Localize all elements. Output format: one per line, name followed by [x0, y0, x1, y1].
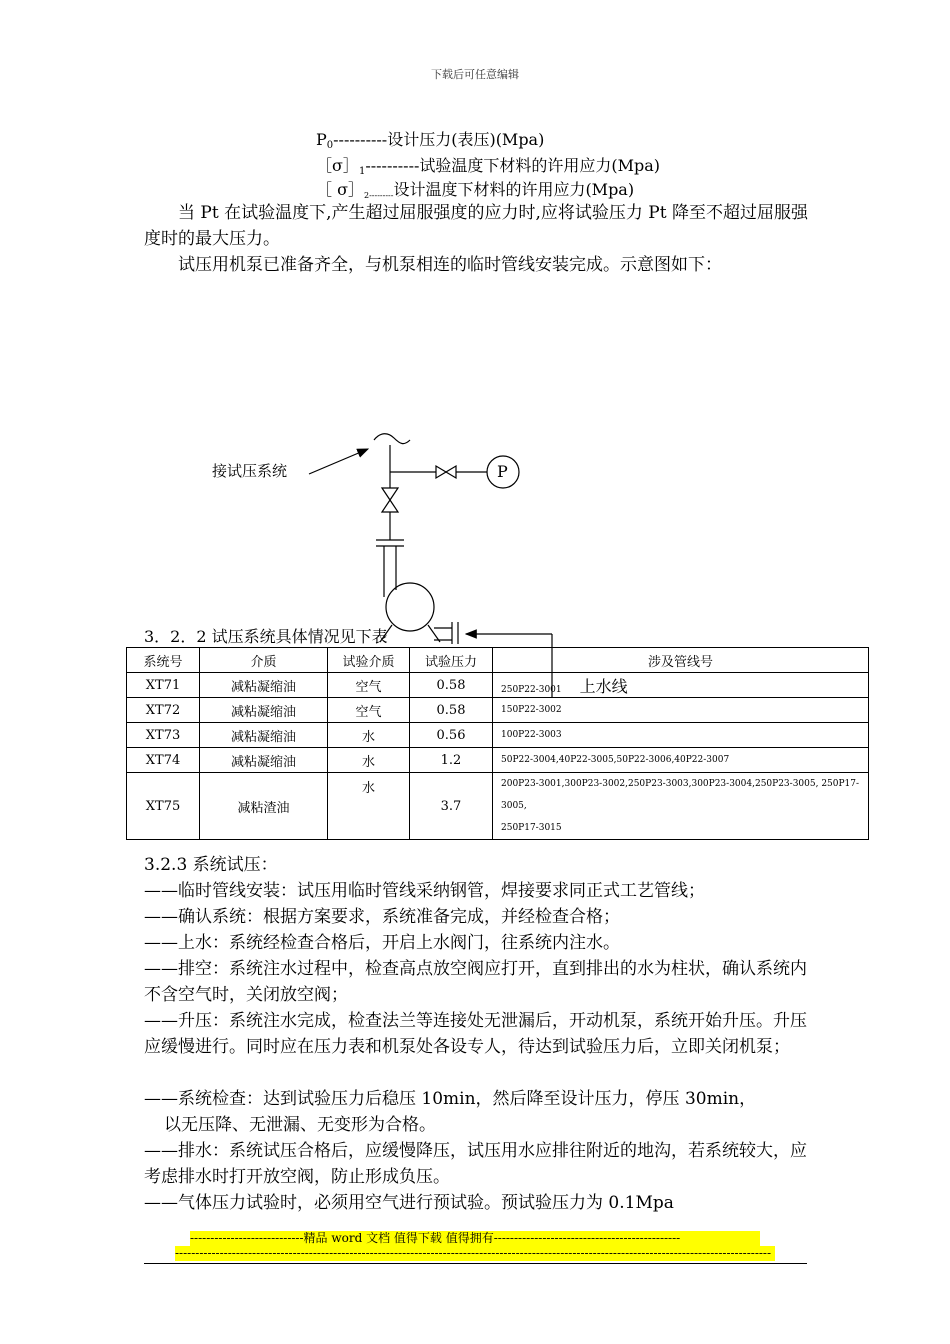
cell-test-medium: 水	[328, 748, 410, 773]
definition-text: 设计压力(表压)(Mpa)	[387, 130, 545, 149]
cell-pressure: 0.58	[410, 673, 493, 698]
footer-banner-dashes: ---------------------------------------------------------------------------------------------------------------------------------------------------	[175, 1246, 775, 1261]
table-row	[127, 698, 869, 723]
connect-arrow	[309, 449, 368, 474]
table-header-row	[127, 648, 869, 673]
cell-lines: 100P22-3003	[493, 723, 869, 748]
cell-system: XT71	[127, 673, 200, 698]
cell-pressure: 0.56	[410, 723, 493, 748]
definition-symbol: P	[316, 130, 327, 149]
label-water-supply: 上水线	[579, 676, 628, 696]
step-drain: ——排水：系统试压合格后，应缓慢降压，试压用水应排往附近的地沟，若系统较大，应考虑排水时打开放空阀，防止形成负压。	[144, 1141, 807, 1187]
cell-lines: 50P22-3004,40P22-3005,50P22-3006,40P22-3007	[493, 748, 869, 773]
label-connect-system: 接试压系统	[212, 462, 288, 480]
cell-medium: 减粘凝缩油	[200, 673, 328, 698]
test-system-table	[126, 647, 869, 840]
cell-pressure: 1.2	[410, 748, 493, 773]
paragraph-pump-ready: 试压用机泵已准备齐全，与机泵相连的临时管线安装完成。示意图如下：	[178, 255, 722, 275]
cell-test-medium: 水	[328, 773, 410, 840]
definition-subscript: 2---------	[364, 191, 394, 200]
cell-lines: 150P22-3002	[493, 698, 869, 723]
col-header-medium: 介质	[200, 648, 328, 673]
step-temporary-piping: ——临时管线安装：试压用临时管线采纳钢管，焊接要求同正式工艺管线；	[144, 881, 705, 901]
pipe-break-symbol	[374, 434, 410, 444]
definition-symbol: ［σ］	[316, 156, 359, 175]
paragraph-pressure-limit: 当 Pt 在试验温度下,产生超过屈服强度的应力时,应将试验压力 Pt 降至不超过屈服强度时的最大压力。	[144, 203, 808, 249]
table-row	[127, 773, 869, 840]
step-pressurize: ——升压：系统注水完成，检查法兰等连接处无泄漏后，开动机泵，系统开始升压。升压应缓慢进行。同时应在压力表和机泵处各设专人，待达到试验压力后，立即关闭机泵；	[144, 1011, 807, 1057]
definition-subscript: 0	[326, 140, 334, 151]
col-header-test-pressure: 试验压力	[410, 648, 493, 673]
step-vent: ——排空：系统注水过程中，检查高点放空阀应打开，直到排出的水为柱状，确认系统内不含空气时，关闭放空阀；	[144, 959, 807, 1005]
cell-medium: 减粘凝缩油	[200, 723, 328, 748]
table-row	[127, 723, 869, 748]
cell-lines-text: 250P22-3001	[501, 684, 562, 695]
riser-valve-icon	[382, 488, 398, 512]
cell-test-medium: 空气	[328, 673, 410, 698]
cell-medium: 减粘凝缩油	[200, 698, 328, 723]
cell-pressure: 0.58	[410, 698, 493, 723]
cell-pressure: 3.7	[410, 773, 493, 840]
cell-system: XT74	[127, 748, 200, 773]
definition-symbol: ［ σ］	[316, 180, 365, 199]
definition-subscript: 1	[358, 166, 366, 177]
page-header-note: 下载后可任意编辑	[431, 68, 519, 81]
cell-medium: 减粘渣油	[200, 773, 328, 840]
table-row	[127, 673, 869, 698]
cell-lines	[493, 773, 869, 840]
step-gas-pretest: ——气体压力试验时，必须用空气进行预试验。预试验压力为 0.1Mpa	[144, 1193, 674, 1213]
cell-test-medium: 空气	[328, 698, 410, 723]
section-323-title: 3.2.3 系统试压：	[144, 855, 278, 875]
col-header-system: 系统号	[127, 648, 200, 673]
cell-system: XT73	[127, 723, 200, 748]
cell-system: XT75	[127, 773, 200, 840]
pump-icon	[386, 583, 434, 631]
definition-dashes: ----------	[365, 156, 420, 175]
section-322-title: 3．2．2 试压系统具体情况见下表	[144, 627, 388, 646]
col-header-test-medium: 试验介质	[328, 648, 410, 673]
cell-test-medium: 水	[328, 723, 410, 748]
step-confirm-system: ——确认系统：根据方案要求，系统准备完成，并经检查合格；	[144, 907, 620, 927]
cell-medium: 减粘凝缩油	[200, 748, 328, 773]
step-system-check: ——系统检查：达到试验压力后稳压 10min，然后降至设计压力，停压 30min，	[144, 1089, 757, 1109]
definition-text: 试验温度下材料的许用应力(Mpa)	[419, 156, 661, 175]
gauge-valve-icon	[436, 466, 456, 478]
label-gauge-p: P	[497, 462, 508, 481]
cell-lines	[493, 673, 869, 698]
cell-lines-line2: 250P17-3015	[501, 823, 562, 833]
cell-lines-line1: 200P23-3001,300P23-3002,250P23-3003,300P23-3004,250P23-3005, 250P17-3005,	[501, 779, 860, 811]
definition-text: 设计温度下材料的许用应力(Mpa)	[393, 180, 635, 199]
table-row	[127, 748, 869, 773]
definition-dashes: ----------	[333, 130, 388, 149]
step-fill-water: ——上水：系统经检查合格后，开启上水阀门，往系统内注水。	[144, 933, 620, 953]
cell-system: XT72	[127, 698, 200, 723]
footer-divider	[144, 1263, 807, 1264]
col-header-lines: 涉及管线号	[493, 648, 869, 673]
step-system-check-criteria: 以无压降、无泄漏、无变形为合格。	[164, 1115, 436, 1135]
footer-banner: ----------------------------精品 word 文档 值得下载 值得拥有----------------------------------------------	[190, 1231, 760, 1246]
